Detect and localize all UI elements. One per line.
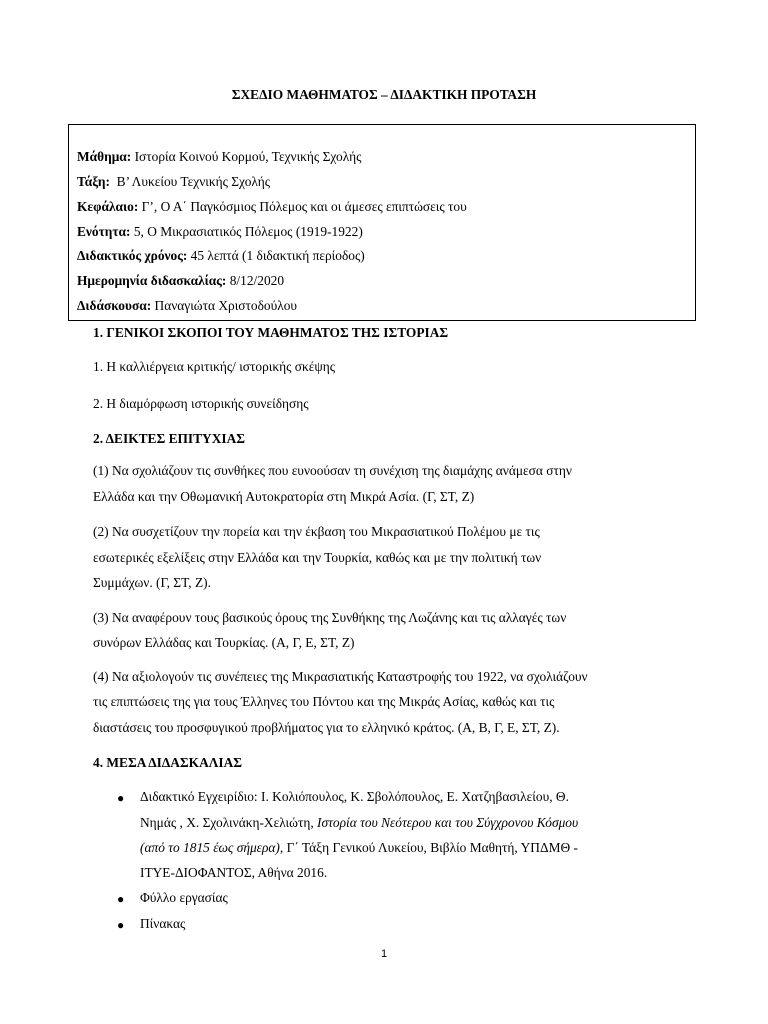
material-1-line-4: ΙΤΥΕ-ΔΙΟΦΑΝΤΟΣ, Αθήνα 2016. [140,865,328,880]
material-3: Πίνακας [140,916,186,931]
indicator-3-line-2: συνόρων Ελλάδας και Τουρκίας. (Α, Γ, Ε, ΣΤ, Ζ) [93,635,355,650]
lesson-info-box [68,124,696,321]
info-unit: Ενότητα: 5, Ο Μικρασιατικός Πόλεμος (1919-1922) [77,224,363,239]
indicator-4-line-2: τις επιπτώσεις της για τους Έλληνες του Πόντου και της Μικράς Ασίας, καθώς και τις [93,694,555,709]
material-1-line-1: Διδακτικό Εγχειρίδιο: Ι. Κολιόπουλος, Κ. Σβολόπουλος, Ε. Χατζηβασιλείου, Θ. [140,789,569,804]
indicator-2-line-1: (2) Να συσχετίζουν την πορεία και την έκβαση του Μικρασιατικού Πολέμου με τις [93,524,540,539]
indicator-3-line-1: (3) Να αναφέρουν τους βασικούς όρους της Συνθήκης της Λωζάνης και τις αλλαγές των [93,610,567,625]
bullet-icon: ● [117,791,125,805]
indicator-1-line-1: (1) Να σχολιάζουν τις συνθήκες που ευνοούσαν τη συνέχιση της διαμάχης ανάμεσα στην [93,463,572,478]
material-1-line-3: (από το 1815 έως σήμερα), Γ΄ Τάξη Γενικού Λυκείου, Βιβλίο Μαθητή, ΥΠΔΜΘ - [140,840,578,855]
bullet-icon: ● [117,918,125,932]
aim-item-2: 2. Η διαμόρφωση ιστορικής συνείδησης [93,396,309,411]
info-class: Τάξη: Β’ Λυκείου Τεχνικής Σχολής [77,174,271,189]
indicator-2-line-2: εσωτερικές εξελίξεις στην Ελλάδα και την Τουρκία, καθώς και με την πολιτική των [93,550,542,565]
document-title: ΣΧΕΔΙΟ ΜΑΘΗΜΑΤΟΣ – ΔΙΔΑΚΤΙΚΗ ΠΡΟΤΑΣΗ [231,87,537,102]
info-chapter: Κεφάλαιο: Γ’, Ο Α΄ Παγκόσμιος Πόλεμος και οι άμεσες επιπτώσεις του [77,199,467,214]
indicator-4-line-3: διαστάσεις του προσφυγικού προβλήματος για το ελληνικό κράτος. (Α, Β, Γ, Ε, ΣΤ, Ζ). [93,720,560,735]
indicator-2-line-3: Συμμάχων. (Γ, ΣΤ, Ζ). [93,575,211,590]
info-subject: Μάθημα: Ιστορία Κοινού Κορμού, Τεχνικής Σχολής [77,149,362,164]
indicator-4-line-1: (4) Να αξιολογούν τις συνέπειες της Μικρασιατικής Καταστροφής του 1922, να σχολιάζουν [93,669,588,684]
page-number: 1 [380,948,388,960]
info-duration: Διδακτικός χρόνος: 45 λεπτά (1 διδακτική περίοδος) [77,248,365,263]
section-1-heading: 1. ΓΕΝΙΚΟΙ ΣΚΟΠΟΙ ΤΟΥ ΜΑΘΗΜΑΤΟΣ ΤΗΣ ΙΣΤΟΡΙΑΣ [93,325,449,340]
section-2-heading: 2. ΔΕΙΚΤΕΣ ΕΠΙΤΥΧΙΑΣ [93,431,246,446]
bullet-icon: ● [117,892,125,906]
info-teacher: Διδάσκουσα: Παναγιώτα Χριστοδούλου [77,298,298,313]
section-4-heading: 4. ΜΕΣΑ ΔΙΔΑΣΚΑΛΙΑΣ [93,755,243,770]
indicator-1-line-2: Ελλάδα και την Οθωμανική Αυτοκρατορία στη Μικρά Ασία. (Γ, ΣΤ, Ζ) [93,489,475,504]
info-date: Ημερομηνία διδασκαλίας: 8/12/2020 [77,273,285,288]
material-1-line-2: Νημάς , Χ. Σχολινάκη-Χελιώτη, Ιστορία του Νεότερου και του Σύγχρονου Κόσμου [140,815,579,830]
aim-item-1: 1. Η καλλιέργεια κριτικής/ ιστορικής σκέψης [93,359,336,374]
material-2: Φύλλο εργασίας [140,890,228,905]
